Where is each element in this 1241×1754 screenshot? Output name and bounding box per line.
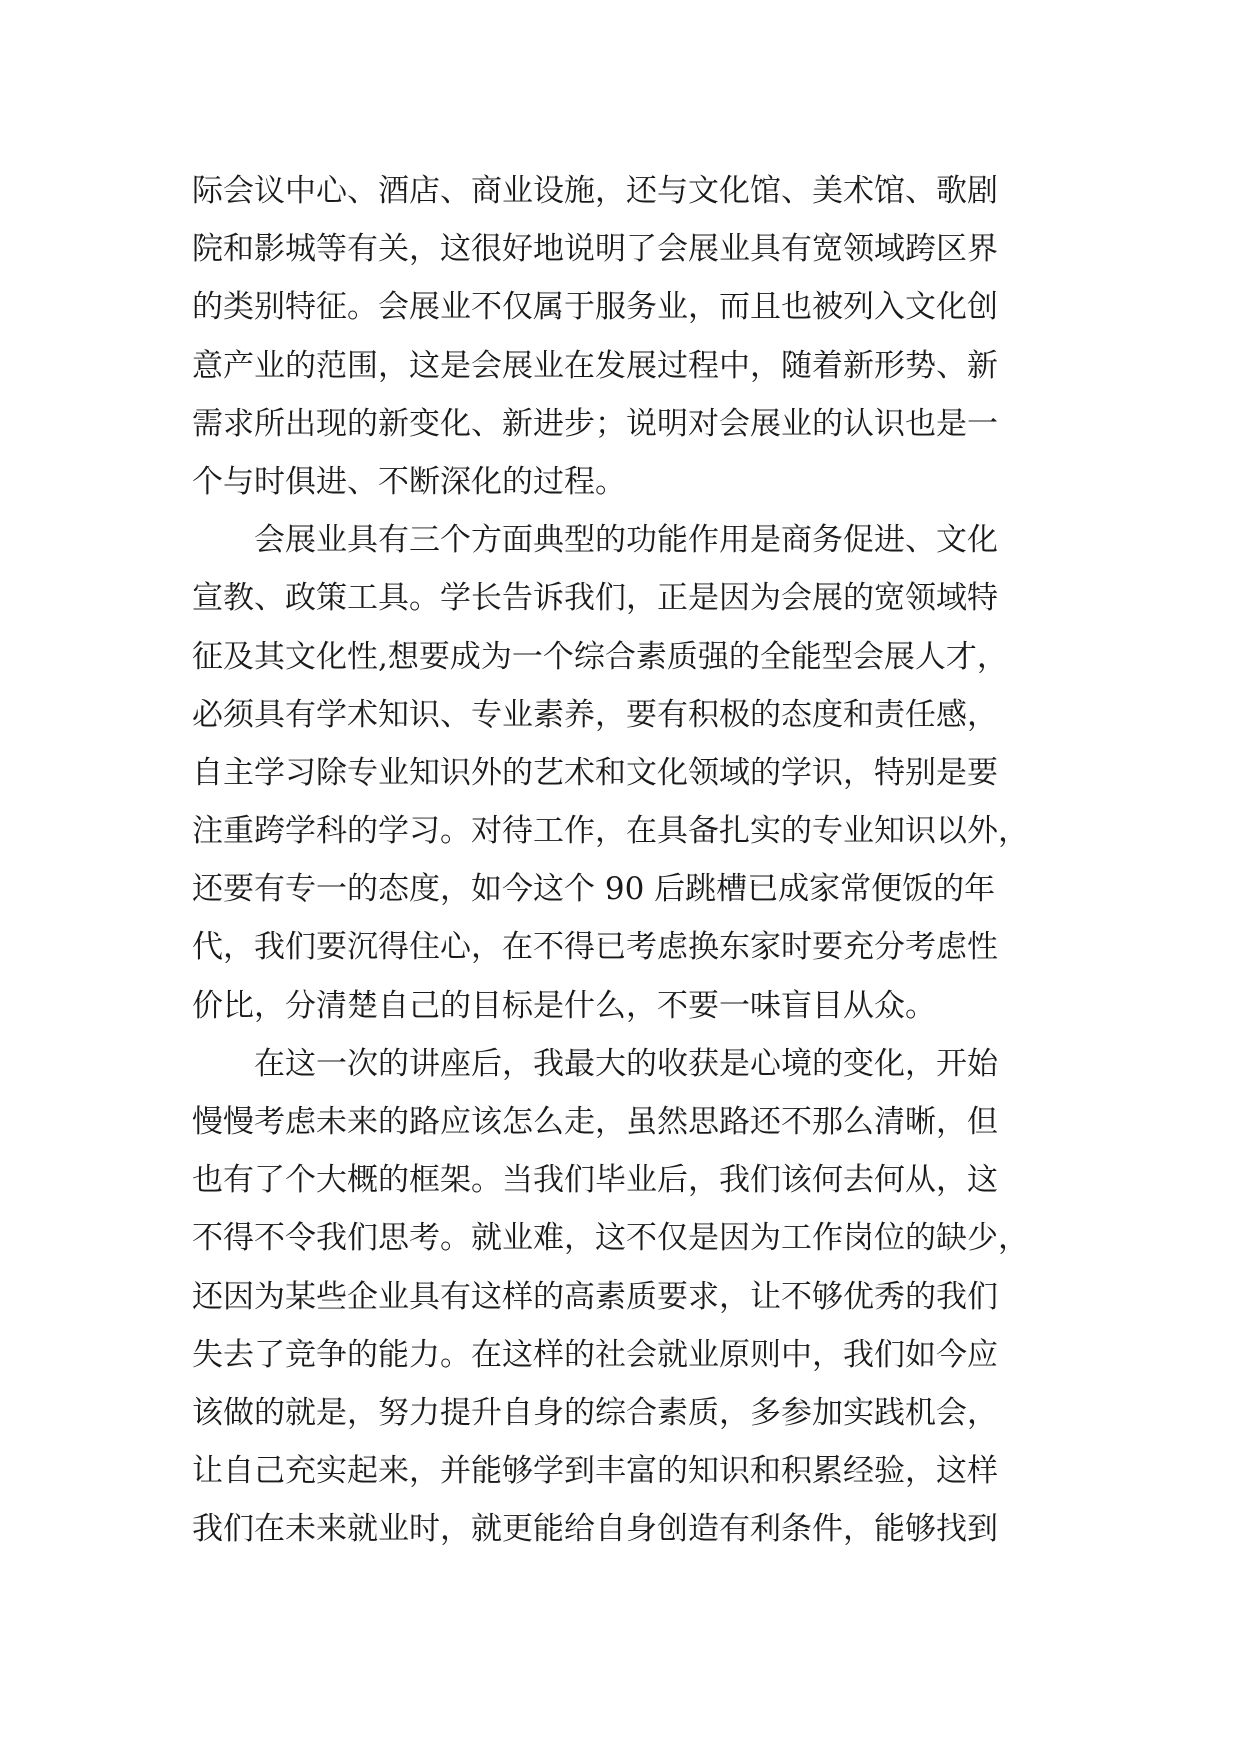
- text-line: 价比，分清楚自己的目标是什么，不要一味盲目从众。: [192, 987, 936, 1024]
- text-line: 我们在未来就业时，就更能给自身创造有利条件，能够找到: [192, 1511, 998, 1548]
- text-line: 代，我们要沉得住心，在不得已考虑换东家时要充分考虑性: [192, 929, 998, 966]
- text-line: 意产业的范围，这是会展业在发展过程中，随着新形势、新: [192, 347, 998, 384]
- text-line: 宣教、政策工具。学长告诉我们，正是因为会展的宽领域特: [192, 580, 998, 617]
- text-line: 的类别特征。会展业不仅属于服务业，而且也被列入文化创: [192, 289, 998, 326]
- text-line: 失去了竞争的能力。在这样的社会就业原则中，我们如今应: [192, 1336, 998, 1373]
- text-line: 必须具有学术知识、专业素养，要有积极的态度和责任感，: [192, 696, 998, 733]
- text-line: 自主学习除专业知识外的艺术和文化领域的学识，特别是要: [192, 754, 998, 791]
- text-line: 际会议中心、酒店、商业设施，还与文化馆、美术馆、歌剧: [192, 173, 998, 209]
- text-line: 也有了个大概的框架。当我们毕业后，我们该何去何从，这: [192, 1162, 998, 1199]
- text-line: 该做的就是，努力提升自身的综合素质，多参加实践机会，: [192, 1394, 998, 1431]
- text-line: 慢慢考虑未来的路应该怎么走，虽然思路还不那么清晰，但: [192, 1104, 998, 1140]
- text-line: 征及其文化性,想要成为一个综合素质强的全能型会展人才，: [192, 638, 1008, 675]
- text-line: 在这一次的讲座后，我最大的收获是心境的变化，开始: [192, 1045, 998, 1082]
- text-line: 需求所出现的新变化、新进步；说明对会展业的认识也是一: [192, 405, 998, 442]
- body-text: [192, 162, 1072, 1559]
- text-line: 还因为某些企业具有这样的高素质要求，让不够优秀的我们: [192, 1278, 998, 1315]
- text-line: 个与时俱进、不断深化的过程。: [192, 463, 626, 500]
- text-line: 还要有专一的态度，如今这个 90 后跳槽已成家常便饭的年: [192, 871, 996, 908]
- text-line: 让自己充实起来，并能够学到丰富的知识和积累经验，这样: [192, 1453, 998, 1490]
- text-line: 院和影城等有关，这很好地说明了会展业具有宽领域跨区界: [192, 231, 998, 268]
- text-line: 不得不令我们思考。就业难，这不仅是因为工作岗位的缺少，: [192, 1220, 1029, 1257]
- text-line: 注重跨学科的学习。对待工作，在具备扎实的专业知识以外，: [192, 813, 1029, 850]
- text-line: 会展业具有三个方面典型的功能作用是商务促进、文化: [192, 522, 998, 559]
